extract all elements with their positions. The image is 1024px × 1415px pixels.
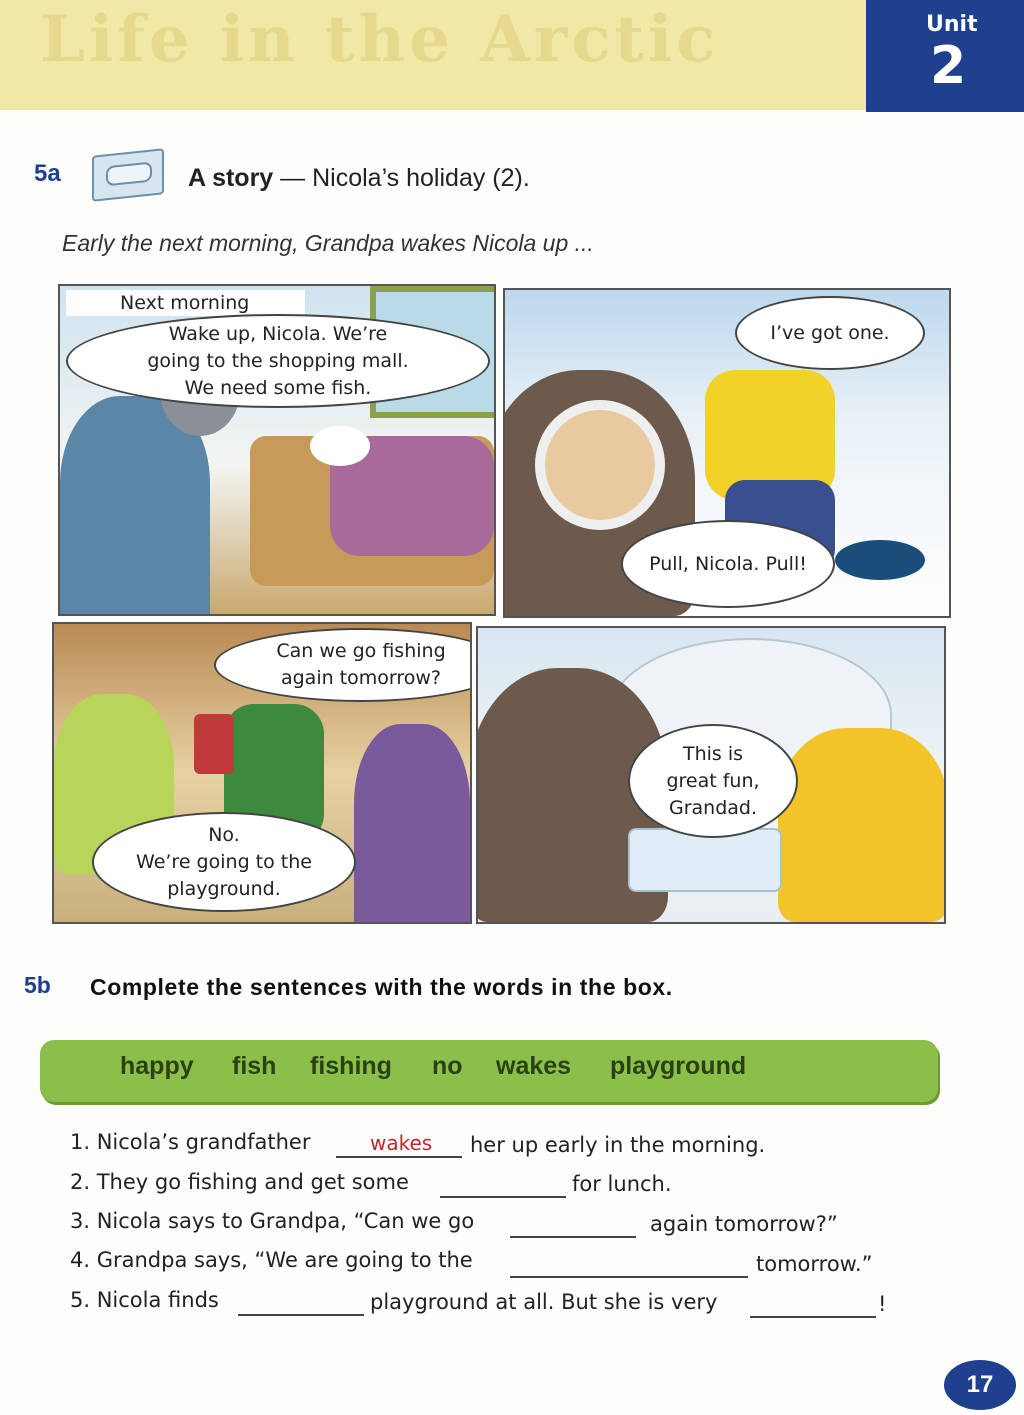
word-box-item: wakes (496, 1052, 572, 1080)
story-intro: Early the next morning, Grandpa wakes Nicola up ... (62, 230, 594, 256)
exercise-instruction: Complete the sentences with the words in the box. (90, 974, 673, 1000)
panel2-speech-bubble-bottom: Pull, Nicola. Pull! (621, 520, 835, 608)
sentence-4-blank[interactable] (510, 1256, 748, 1278)
lamp-illustration (194, 714, 234, 774)
sentence-1-end: her up early in the morning. (470, 1133, 766, 1157)
story-title (188, 164, 530, 193)
panel2-speech-bubble-top: I’ve got one. (735, 296, 925, 370)
panel1-speech-bubble: Wake up, Nicola. We’re going to the shopping mall. We need some fish. (66, 314, 490, 408)
comic-panel-2 (503, 288, 951, 618)
pillow-illustration (310, 426, 370, 466)
nicola-yellow-parka (778, 728, 946, 922)
unit-label: Unit (926, 12, 978, 37)
comic-panel-1 (58, 284, 496, 616)
sentence-1-start: 1. Nicola’s grandfather (70, 1130, 311, 1154)
page-number: 17 (944, 1360, 1016, 1410)
comic-panel-3 (52, 622, 472, 924)
exercise-label-5a: 5a (34, 160, 61, 187)
panel3-speech-bubble-bottom: No. We’re going to the playground. (92, 812, 356, 912)
unit-number: 2 (930, 36, 967, 96)
panel1-caption: Next morning (66, 290, 305, 316)
word-box-item: playground (610, 1052, 747, 1080)
sentence-3-blank[interactable] (510, 1216, 636, 1238)
sentence-5-blank-1[interactable] (238, 1294, 364, 1316)
comic-panel-4 (476, 626, 946, 924)
ice-hole (835, 540, 925, 580)
sentence-2-end: for lunch. (572, 1172, 672, 1196)
exercise-label-5b: 5b (24, 972, 51, 998)
sentence-5-start: 5. Nicola finds (70, 1288, 219, 1312)
sentence-5-end: ! (878, 1292, 887, 1316)
sentence-1-answer: wakes (370, 1131, 433, 1155)
story-title-rest: — Nicola’s holiday (2). (273, 164, 530, 192)
cassette-icon (92, 148, 164, 202)
panel4-speech-bubble: This is great fun, Grandad. (628, 724, 798, 838)
sentence-3-end: again tomorrow?” (650, 1212, 838, 1236)
sentence-2-blank[interactable] (440, 1176, 566, 1198)
header-band (0, 0, 866, 110)
sentence-4-end: tomorrow.” (756, 1252, 873, 1276)
sentence-4-start: 4. Grandpa says, “We are going to the (70, 1248, 473, 1272)
word-box-item: fishing (310, 1052, 392, 1080)
grandpa-face (535, 400, 665, 530)
word-box-item: no (432, 1052, 463, 1080)
word-box (40, 1040, 938, 1102)
unit-tab (866, 0, 1024, 112)
word-box-item: happy (120, 1052, 194, 1080)
ghost-chapter-title: Life in the Arctic (40, 2, 720, 77)
sentence-3-start: 3. Nicola says to Grandpa, “Can we go (70, 1209, 475, 1233)
panel3-speech-bubble-top: Can we go fishing again tomorrow? (214, 628, 472, 702)
story-title-bold: A story (188, 164, 274, 192)
sentence-5-blank-2[interactable] (750, 1296, 876, 1318)
sentence-5-middle: playground at all. But she is very (370, 1290, 718, 1314)
word-box-item: fish (232, 1052, 277, 1080)
sentence-2-start: 2. They go fishing and get some (70, 1170, 409, 1194)
grandma-figure (354, 724, 470, 922)
